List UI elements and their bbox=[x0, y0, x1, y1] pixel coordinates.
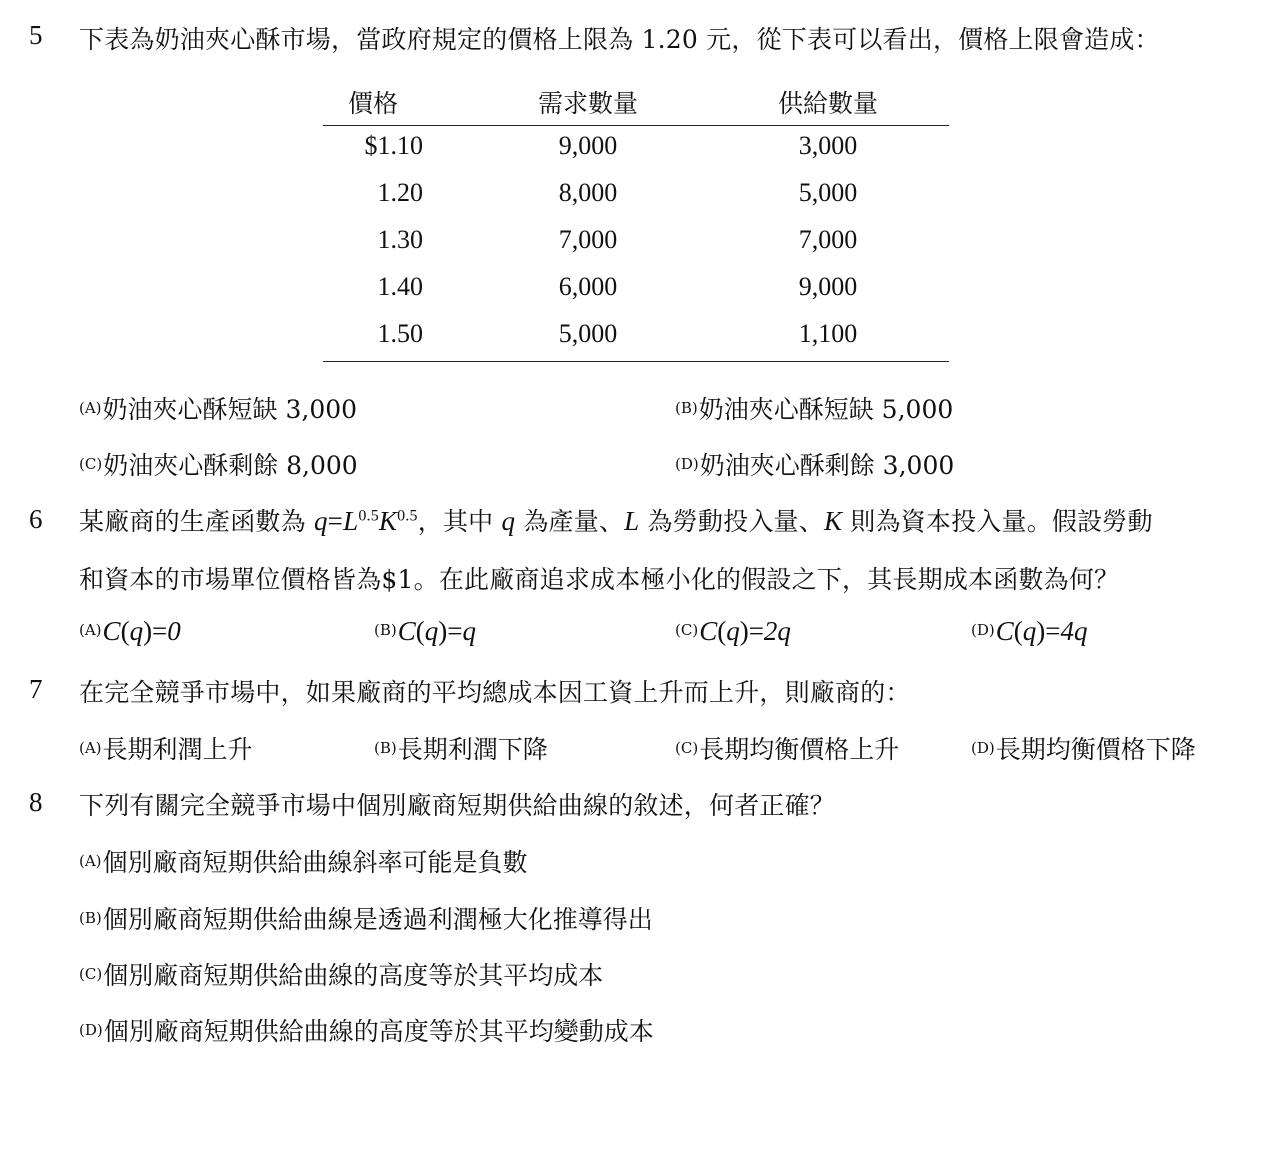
option-text: 長期利潤上升 bbox=[102, 735, 253, 764]
q8-option-b[interactable] bbox=[79, 900, 653, 936]
variable-L: L bbox=[624, 506, 640, 536]
cell-supply: 7,000 bbox=[798, 225, 858, 254]
cell-demand: 5,000 bbox=[558, 319, 618, 348]
cell-demand: 9,000 bbox=[558, 131, 618, 160]
q5-option-a[interactable] bbox=[79, 390, 357, 426]
option-label: (C) bbox=[79, 965, 103, 983]
option-text: 長期均衡價格下降 bbox=[995, 735, 1196, 764]
cell-supply: 9,000 bbox=[798, 272, 858, 301]
question-6-number: 6 bbox=[29, 504, 43, 534]
func-arg: q bbox=[726, 616, 740, 646]
option-text: 奶油夾心酥剩餘 3,000 bbox=[699, 451, 955, 480]
text-segment: ，其中 bbox=[417, 507, 502, 536]
text-segment: 為產量、 bbox=[515, 507, 625, 536]
option-text: 個別廠商短期供給曲線斜率可能是負數 bbox=[102, 848, 528, 877]
q7-option-b[interactable] bbox=[374, 730, 548, 766]
cell-demand: 7,000 bbox=[558, 225, 618, 254]
q5-option-b[interactable] bbox=[675, 390, 953, 426]
question-5-number: 5 bbox=[29, 20, 43, 50]
question-6-text-line2: 和資本的市場單位價格皆為$1。在此廠商追求成本極小化的假設之下，其長期成本函數為何？ bbox=[79, 565, 1120, 594]
option-label: (A) bbox=[79, 739, 102, 757]
option-label: (D) bbox=[971, 739, 995, 757]
q7-option-d[interactable] bbox=[971, 730, 1196, 766]
question-8-text: 下列有關完全競爭市場中個別廠商短期供給曲線的敘述，何者正確？ bbox=[79, 791, 836, 820]
option-label: (C) bbox=[675, 739, 699, 757]
cell-price: 1.50 bbox=[377, 319, 423, 348]
exponent-L: 0.5 bbox=[358, 507, 379, 525]
q7-option-c[interactable] bbox=[675, 730, 899, 766]
question-5-text: 下表為奶油夾心酥市場，當政府規定的價格上限為 1.20 元，從下表可以看出，價格上限會造成： bbox=[79, 25, 1160, 54]
header-demand: 需求數量 bbox=[537, 89, 638, 118]
q7-option-a[interactable] bbox=[79, 730, 253, 766]
option-text: 奶油夾心酥短缺 5,000 bbox=[698, 395, 954, 424]
formula-equals: = bbox=[327, 506, 344, 536]
q6-option-a[interactable]: $^{(A)}$C(q)=0 bbox=[79, 616, 181, 646]
option-label: (C) bbox=[79, 455, 103, 473]
table-row bbox=[323, 314, 949, 362]
table-row bbox=[323, 267, 949, 314]
text-segment: 為勞動投入量、 bbox=[639, 507, 824, 536]
option-text: 長期利潤下降 bbox=[397, 735, 548, 764]
option-text: 個別廠商短期供給曲線的高度等於其平均變動成本 bbox=[103, 1017, 654, 1046]
formula-K: K bbox=[378, 506, 398, 536]
q8-option-d[interactable] bbox=[79, 1012, 654, 1048]
option-label: (D) bbox=[79, 1021, 103, 1039]
option-label: (B) bbox=[79, 909, 102, 927]
table-row bbox=[323, 220, 949, 267]
formula-q: q bbox=[313, 506, 328, 536]
option-text: 奶油夾心酥剩餘 8,000 bbox=[103, 451, 358, 480]
price-quantity-table bbox=[323, 80, 949, 362]
q6-option-b[interactable]: $^{(B)}$C(q)=q bbox=[374, 616, 476, 646]
formula-L: L bbox=[343, 506, 359, 536]
exponent-K: 0.5 bbox=[397, 507, 418, 525]
header-price: 價格 bbox=[347, 89, 398, 118]
text-segment: 則為資本投入量。假設勞動 bbox=[842, 507, 1153, 536]
question-8-number: 8 bbox=[29, 787, 43, 817]
option-label: (A) bbox=[79, 399, 102, 417]
option-label: (B) bbox=[374, 739, 397, 757]
func-name: C bbox=[102, 616, 121, 646]
option-label: (C) bbox=[675, 621, 699, 639]
option-label: (B) bbox=[374, 621, 397, 639]
variable-q: q bbox=[501, 506, 516, 536]
q8-option-a[interactable] bbox=[79, 843, 528, 879]
cell-supply: 3,000 bbox=[798, 131, 858, 160]
option-label: (D) bbox=[971, 621, 995, 639]
text-segment: 某廠商的生產函數為 bbox=[79, 507, 314, 536]
func-arg: q bbox=[1022, 616, 1037, 646]
cell-supply: 5,000 bbox=[798, 178, 858, 207]
table-row bbox=[323, 173, 949, 220]
func-name: C bbox=[699, 616, 718, 646]
variable-K: K bbox=[823, 506, 843, 536]
option-text: 奶油夾心酥短缺 3,000 bbox=[102, 395, 358, 424]
table-row bbox=[323, 126, 949, 173]
option-label: (A) bbox=[79, 621, 102, 639]
func-rhs: 4q bbox=[1060, 616, 1088, 646]
func-rhs: 0 bbox=[167, 616, 181, 646]
option-label: (D) bbox=[675, 455, 699, 473]
option-label: (B) bbox=[675, 399, 698, 417]
option-label: (A) bbox=[79, 852, 102, 870]
option-text: 個別廠商短期供給曲線的高度等於其平均成本 bbox=[103, 961, 604, 990]
func-rhs: 2q bbox=[763, 616, 791, 646]
q6-option-c[interactable]: $^{(C)}$C(q)=2q bbox=[675, 616, 791, 646]
cell-demand: 6,000 bbox=[558, 272, 618, 301]
cell-price: 1.40 bbox=[377, 272, 423, 301]
func-arg: q bbox=[424, 616, 439, 646]
func-name: C bbox=[995, 616, 1014, 646]
q5-option-c[interactable] bbox=[79, 446, 358, 482]
question-7-text: 在完全競爭市場中，如果廠商的平均總成本因工資上升而上升，則廠商的： bbox=[79, 678, 911, 707]
question-6-text bbox=[79, 502, 1153, 538]
cell-price: 1.20 bbox=[377, 178, 423, 207]
q8-option-c[interactable] bbox=[79, 956, 603, 992]
header-supply: 供給數量 bbox=[777, 89, 878, 118]
q6-option-d[interactable]: $^{(D)}$C(q)=4q bbox=[971, 616, 1088, 646]
func-rhs: q bbox=[462, 616, 476, 646]
func-arg: q bbox=[129, 616, 144, 646]
table-header-row bbox=[323, 80, 949, 126]
func-name: C bbox=[397, 616, 416, 646]
option-text: 長期均衡價格上升 bbox=[699, 735, 900, 764]
cell-supply: 1,100 bbox=[798, 319, 858, 348]
question-7-number: 7 bbox=[29, 674, 43, 704]
q5-option-d[interactable] bbox=[675, 446, 954, 482]
cell-price: $1.10 bbox=[364, 131, 423, 160]
option-text: 個別廠商短期供給曲線是透過利潤極大化推導得出 bbox=[102, 905, 653, 934]
cell-price: 1.30 bbox=[377, 225, 423, 254]
cell-demand: 8,000 bbox=[558, 178, 618, 207]
